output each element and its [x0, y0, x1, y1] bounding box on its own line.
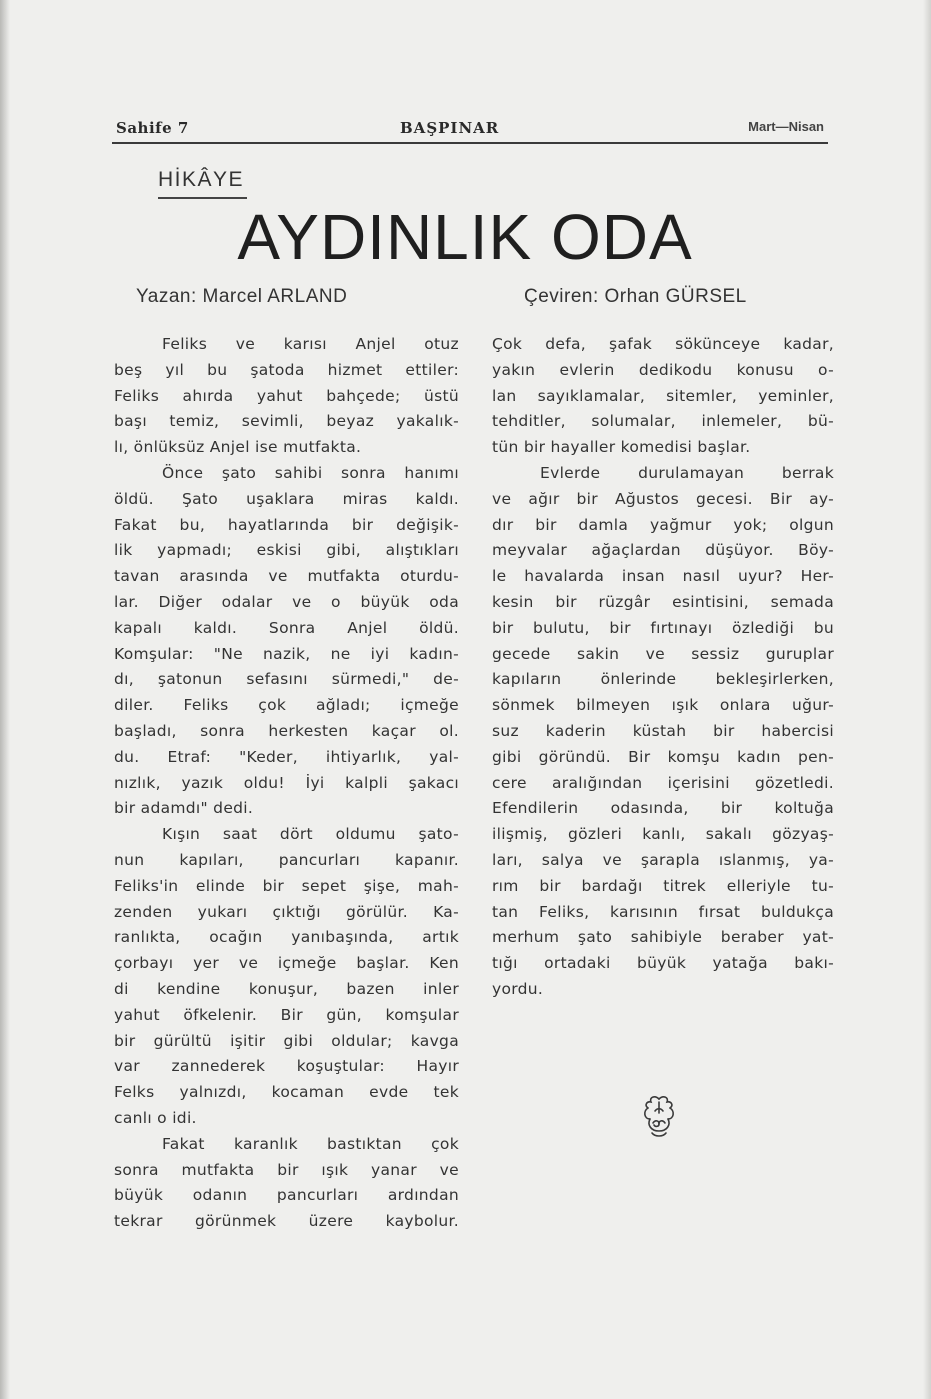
translator-byline: Çeviren: Orhan GÜRSEL — [524, 286, 747, 307]
text-line: Evlerde durulamayan berrak — [540, 463, 834, 482]
text-line: cere aralığından içerisini gözetledi. — [492, 773, 834, 792]
text-line: dı, şatonun sefasını sürmedi," de- — [114, 670, 459, 689]
text-line: meyvalar ağaçlardan düşüyor. Böy- — [492, 541, 834, 560]
text-line: Çok defa, şafak sökünceye kadar, — [492, 335, 834, 353]
text-line: merhum şato sahibiyle beraber yat- — [492, 928, 834, 947]
text-line: Önce şato sahibi sonra hanımı — [162, 463, 459, 482]
header-rule — [112, 142, 828, 144]
text-line: beş yıl bu şatoda hizmet ettiler: — [114, 360, 459, 379]
text-line: Efendilerin odasında, bir koltuğa — [492, 799, 834, 818]
text-line: tün bir hayaller komedisi başlar. — [492, 438, 751, 457]
text-line: başladı, sonra herkesten kaçar ol. — [114, 721, 459, 740]
text-line: lan sayıklamalar, sitemler, yeminler, — [492, 386, 834, 405]
text-line: Feliks ve karısı Anjel otuz — [162, 335, 459, 353]
text-line: lik yapmadı; eskisi gibi, alıştıkları — [114, 541, 459, 560]
text-line: canlı o idi. — [114, 1108, 197, 1127]
page-edge-right — [923, 0, 931, 1399]
text-line: nun kapıları, pancurları kapanır. — [114, 850, 459, 869]
text-line: ilişmiş, gözleri kanlı, sakalı gözyaş- — [492, 825, 834, 844]
text-line: bir bulutu, bir fırtınayı özlediği bu — [492, 618, 834, 637]
page-number: Sahife 7 — [116, 119, 189, 137]
text-line: ranlıkta, ocağın yanıbaşında, artık — [114, 928, 459, 947]
text-line: çorbayı yer ve içmeğe başlar. Ken — [114, 954, 459, 973]
author-byline: Yazan: Marcel ARLAND — [136, 286, 348, 307]
text-line: Feliks'in elinde bir sepet şişe, mah- — [114, 876, 459, 895]
text-line: sönmek bilmeyen ışık onlara uğur- — [492, 696, 834, 715]
issue-date: Mart—Nisan — [748, 119, 824, 134]
text-line: Felks yalnızdı, kocaman evde tek — [114, 1083, 459, 1102]
text-line: gecede sakin ve sessiz guruplar — [492, 644, 834, 663]
text-line: tehditler, solumalar, inlemeler, bü- — [492, 412, 834, 431]
text-line: tan Feliks, karısının fırsat buldukça — [492, 902, 834, 921]
text-line: di kendine konuşur, bazen inler — [114, 979, 459, 998]
text-line: suz kaderin küstah bir habercisi — [492, 721, 834, 740]
text-line: lı, önlüksüz Anjel ise mutfakta. — [114, 438, 362, 457]
text-line: ları, salya ve şarapla ıslanmış, ya- — [492, 850, 834, 869]
text-line: diler. Feliks çok ağladı; içmeğe — [114, 696, 459, 715]
text-line: yordu. — [492, 979, 544, 998]
text-line: başı temiz, sevimli, beyaz yakalık- — [114, 412, 459, 431]
text-line: yakın evlerin dedikodu konusu o- — [492, 360, 834, 379]
text-line: tavan arasında ve mutfakta oturdu- — [114, 567, 459, 586]
text-line: sonra mutfakta bir ışık yanar ve — [114, 1160, 459, 1179]
section-label: HİKÂYE — [158, 168, 245, 191]
text-line: Fakat bu, hayatlarında bir değişik- — [114, 515, 459, 534]
floral-ornament-icon — [637, 1093, 681, 1141]
text-line: kapıların önlerinde bekleşirlerken, — [492, 670, 834, 689]
text-line: Komşular: "Ne nazik, ne iyi kadın- — [114, 644, 459, 663]
magazine-name: BAŞPINAR — [400, 119, 500, 137]
text-line: ve ağır bir Ağustos gecesi. Bir ay- — [492, 489, 834, 508]
text-line: rım bir bardağı titrek elleriyle tu- — [492, 876, 834, 895]
text-line: kesin bir rüzgâr esintisini, semada — [492, 592, 834, 611]
text-line: gibi göründü. Bir komşu kadın pen- — [492, 747, 834, 766]
text-line: var zannederek koşuştular: Hayır — [114, 1057, 459, 1076]
text-line: Fakat karanlık bastıktan çok — [162, 1134, 459, 1153]
text-line: le havalarda insan nasıl uyur? Her- — [492, 567, 834, 586]
text-line: Kışın saat dört oldumu şato- — [162, 825, 459, 844]
page-edge-shadow — [0, 0, 10, 1399]
text-line: nızlık, yazık oldu! İyi kalpli şakacı — [114, 773, 459, 792]
text-line: büyük odanın pancurları ardından — [114, 1186, 459, 1205]
text-line: dır bir damla yağmur yok; olgun — [492, 515, 834, 534]
text-line: lar. Diğer odalar ve o büyük oda — [114, 592, 459, 611]
text-line: tekrar görünmek üzere kaybolur. — [114, 1212, 459, 1231]
text-line: bir gürültü işitir gibi oldular; kavga — [114, 1031, 459, 1050]
text-line: zenden yukarı çıktığı görülür. Ka- — [114, 902, 459, 921]
text-line: Feliks ahırda yahut bahçede; üstü — [114, 386, 459, 405]
text-line: tığı ortadaki büyük yatağa bakı- — [492, 954, 834, 973]
text-line: kapalı kaldı. Sonra Anjel öldü. — [114, 618, 459, 637]
text-line: bir adamdı" dedi. — [114, 799, 254, 818]
left-column — [114, 332, 459, 1235]
text-line: öldü. Şato uşaklara miras kaldı. — [114, 489, 459, 508]
right-column — [492, 332, 834, 1003]
story-title: AYDINLIK ODA — [237, 201, 693, 273]
text-line: yahut öfkelenir. Bir gün, komşular — [114, 1005, 459, 1024]
page-header — [112, 116, 828, 150]
text-line: du. Etraf: "Keder, ihtiyarlık, yal- — [114, 747, 459, 766]
